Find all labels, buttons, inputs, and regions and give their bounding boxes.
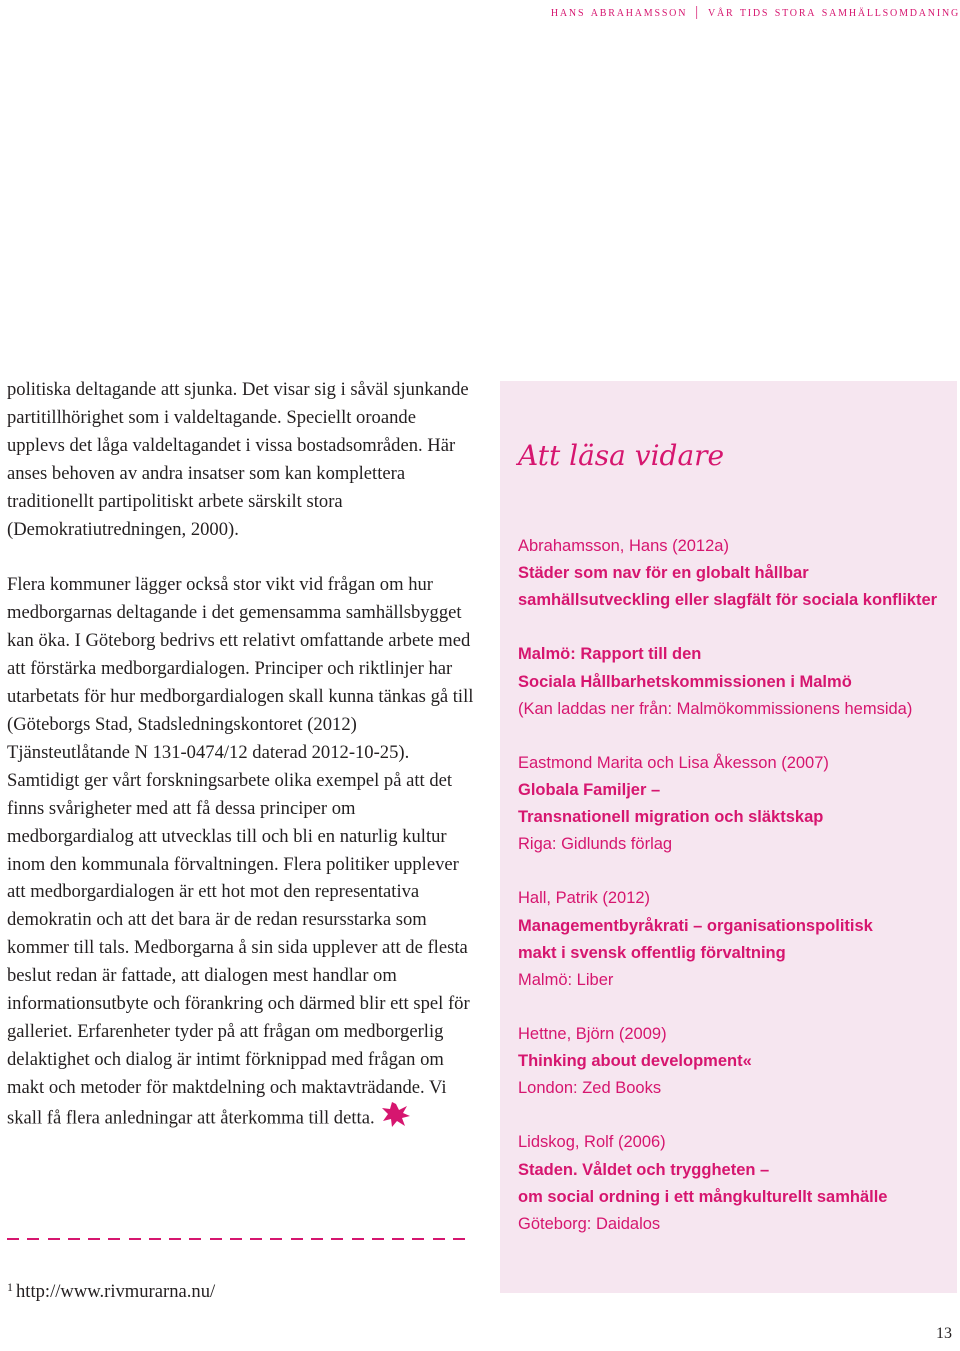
further-reading-title: Att läsa vidare xyxy=(518,439,725,472)
reference-title-line: Globala Familjer – xyxy=(518,781,661,800)
header-separator: | xyxy=(695,4,700,20)
reference-title-line: samhällsutveckling eller slagfält för sociala konflikter xyxy=(518,591,938,610)
further-reading-box xyxy=(500,381,957,1293)
reference-title-line: Thinking about development« xyxy=(518,1052,752,1071)
reference-title-line: Staden. Våldet och tryggheten – xyxy=(518,1160,770,1179)
body-paragraph-1: politiska deltagande att sjunka. Det visar sig i såväl sjunkande partitillhörighet som i valdeltagande. Speciellt oroande upplevs det låga valdeltagandet i vissa bostadsområden. Här anses behoven av andra insatser som kan komplettera traditionellt partipolitiskt arbete särskilt stora (Demokratiutredningen, 2000). xyxy=(7,379,469,540)
dashed-divider xyxy=(7,1238,465,1241)
reference-item xyxy=(518,533,948,615)
body-paragraph-2-text: Flera kommuner lägger också stor vikt vid frågan om hur medborgarnas deltagande i det gemensamma samhällsbygget kan öka. I Göteborg bedrivs ett relativt omfattande arbete med att förstärka medborgardialogen. Principer och riktlinjer har utarbetats för hur medborgardialogen skall kunna tänkas gå till (Göteborgs Stad, Stadsledningskontoret (2012) Tjänsteutlåtande N 131-0474/12 daterad 2012-10-25). Samtidigt ger vårt forskningsarbete olika exempel på att det finns svårigheter med att få dessa principer om medborgardialog att utvecklas till och bli en naturlig kultur inom den kommunala förvaltningen. Flera politiker upplever att medborgardialogen är ett hot mot den representativa demokratin och att det bara är de redan resursstarka som kommer till tals. Medborgarna å sin sida upplever att de flesta beslut redan är fattade, att dialogen mest handlar om informationsutbyte och förankring och därmed blir ett spel för galleriet. Erfarenheter tyder på att frågan om medborgerlig delaktighet och dialog är intimt förknippad med frågan om makt och metoder för maktdelning och maktavträdande. Vi skall få flera anledningar att återkomma till detta. xyxy=(7,574,474,1129)
reference-title-line: makt i svensk offentlig förvaltning xyxy=(518,943,786,962)
starburst-icon xyxy=(381,1102,411,1137)
reference-list xyxy=(518,533,948,1265)
body-text-column xyxy=(7,376,477,1137)
reference-info-line: Lidskog, Rolf (2006) xyxy=(518,1133,666,1152)
reference-info-line: Eastmond Marita och Lisa Åkesson (2007) xyxy=(518,753,829,772)
page-number: 13 xyxy=(936,1325,952,1342)
reference-info-line: (Kan laddas ner från: Malmökommissionens hemsida) xyxy=(518,699,913,718)
reference-info-line: Malmö: Liber xyxy=(518,971,614,990)
reference-item xyxy=(518,1021,948,1103)
reference-info-line: London: Zed Books xyxy=(518,1079,662,1098)
reference-info-line: Göteborg: Daidalos xyxy=(518,1215,661,1234)
footnote-marker: 1 xyxy=(7,1280,13,1294)
reference-title-line: om social ordning i ett mångkulturellt samhälle xyxy=(518,1187,888,1206)
reference-item xyxy=(518,885,948,994)
reference-title-line: Städer som nav för en globalt hållbar xyxy=(518,564,809,583)
reference-item xyxy=(518,641,948,723)
footnote-link[interactable]: http://www.rivmurarna.nu/ xyxy=(16,1281,216,1302)
running-header xyxy=(0,4,960,21)
reference-item xyxy=(518,750,948,859)
header-title: vår tids stora samhällsomdaning xyxy=(707,4,960,20)
reference-title-line: Managementbyråkrati – organisationspolitisk xyxy=(518,916,873,935)
reference-info-line: Abrahamsson, Hans (2012a) xyxy=(518,537,729,555)
footnote xyxy=(7,1274,215,1305)
reference-item xyxy=(518,1129,948,1238)
body-paragraph-2 xyxy=(7,571,477,1136)
reference-title-line: Malmö: Rapport till den xyxy=(518,645,702,664)
reference-info-line: Hall, Patrik (2012) xyxy=(518,889,651,908)
reference-title-line: Transnationell migration och släktskap xyxy=(518,808,824,827)
reference-info-line: Hettne, Björn (2009) xyxy=(518,1025,667,1044)
reference-info-line: Riga: Gidlunds förlag xyxy=(518,835,673,854)
header-author: hans abrahamsson xyxy=(550,4,688,20)
reference-title-line: Sociala Hållbarhetskommissionen i Malmö xyxy=(518,672,852,691)
